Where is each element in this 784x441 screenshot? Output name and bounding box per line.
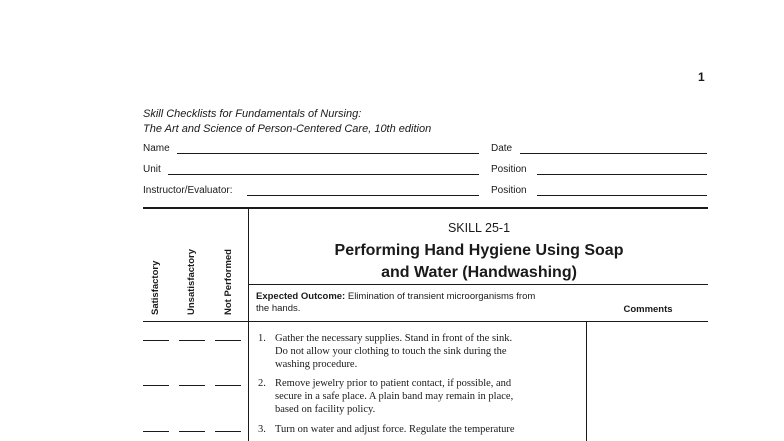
position-field-2[interactable] [537, 195, 707, 196]
position-label-1: Position [491, 164, 527, 175]
step-text-line: washing procedure. [275, 359, 358, 370]
date-field[interactable] [520, 153, 707, 154]
position-field-1[interactable] [537, 174, 707, 175]
step-number: 2. [258, 378, 266, 389]
step2-not-performed-blank[interactable] [215, 385, 241, 386]
title-bottom-rule [249, 284, 708, 285]
step-item-2 [258, 377, 578, 416]
expected-outcome [256, 291, 586, 315]
book-title-line1: Skill Checklists for Fundamentals of Nursing: [143, 108, 362, 120]
expected-outcome-text-1: Elimination of transient microorganisms from [345, 291, 536, 302]
book-title-line2: The Art and Science of Person-Centered Care, 10th edition [143, 123, 432, 135]
unit-field[interactable] [168, 174, 479, 175]
comments-header: Comments [623, 304, 673, 315]
skill-title-line1: Performing Hand Hygiene Using Soap [334, 242, 624, 259]
skill-title-line2: and Water (Handwashing) [381, 264, 577, 281]
step1-unsatisfactory-blank[interactable] [179, 340, 205, 341]
col-not-performed: Not Performed [223, 249, 234, 315]
col-unsatisfactory: Unsatisfactory [186, 249, 197, 315]
table-top-rule [143, 207, 708, 209]
col-satisfactory: Satisfactory [150, 260, 161, 315]
date-label: Date [491, 143, 513, 154]
step3-unsatisfactory-blank[interactable] [179, 431, 205, 432]
step1-not-performed-blank[interactable] [215, 340, 241, 341]
header-bottom-rule [143, 321, 708, 322]
unit-label: Unit [143, 164, 161, 175]
step-item-1 [258, 332, 578, 371]
step-text-line: Turn on water and adjust force. Regulate the temperature [275, 424, 515, 435]
step-item-3 [258, 423, 578, 436]
step3-not-performed-blank[interactable] [215, 431, 241, 432]
step-text-line: secure in a safe place. A plain band may remain in place, [275, 391, 514, 402]
step-text-line: Do not allow your clothing to touch the sink during the [275, 346, 507, 357]
book-title [143, 107, 543, 137]
page-number: 1 [698, 70, 705, 84]
skill-title [250, 240, 708, 284]
instructor-label: Instructor/Evaluator: [143, 185, 233, 196]
step2-unsatisfactory-blank[interactable] [179, 385, 205, 386]
step1-satisfactory-blank[interactable] [143, 340, 169, 341]
position-label-2: Position [491, 185, 527, 196]
name-label: Name [143, 143, 170, 154]
table-divider-left [248, 209, 249, 441]
name-field[interactable] [177, 153, 479, 154]
step-text-line: Gather the necessary supplies. Stand in front of the sink. [275, 333, 513, 344]
step-text-line: based on facility policy. [275, 404, 376, 415]
step2-satisfactory-blank[interactable] [143, 385, 169, 386]
step-number: 1. [258, 333, 266, 344]
skill-number: SKILL 25-1 [447, 221, 511, 235]
step-text-line: Remove jewelry prior to patient contact, if possible, and [275, 378, 512, 389]
comments-divider [586, 321, 587, 441]
expected-outcome-label: Expected Outcome: [256, 291, 346, 302]
instructor-field[interactable] [247, 195, 479, 196]
step-number: 3. [258, 424, 266, 435]
expected-outcome-text-2: the hands. [256, 303, 301, 314]
step3-satisfactory-blank[interactable] [143, 431, 169, 432]
